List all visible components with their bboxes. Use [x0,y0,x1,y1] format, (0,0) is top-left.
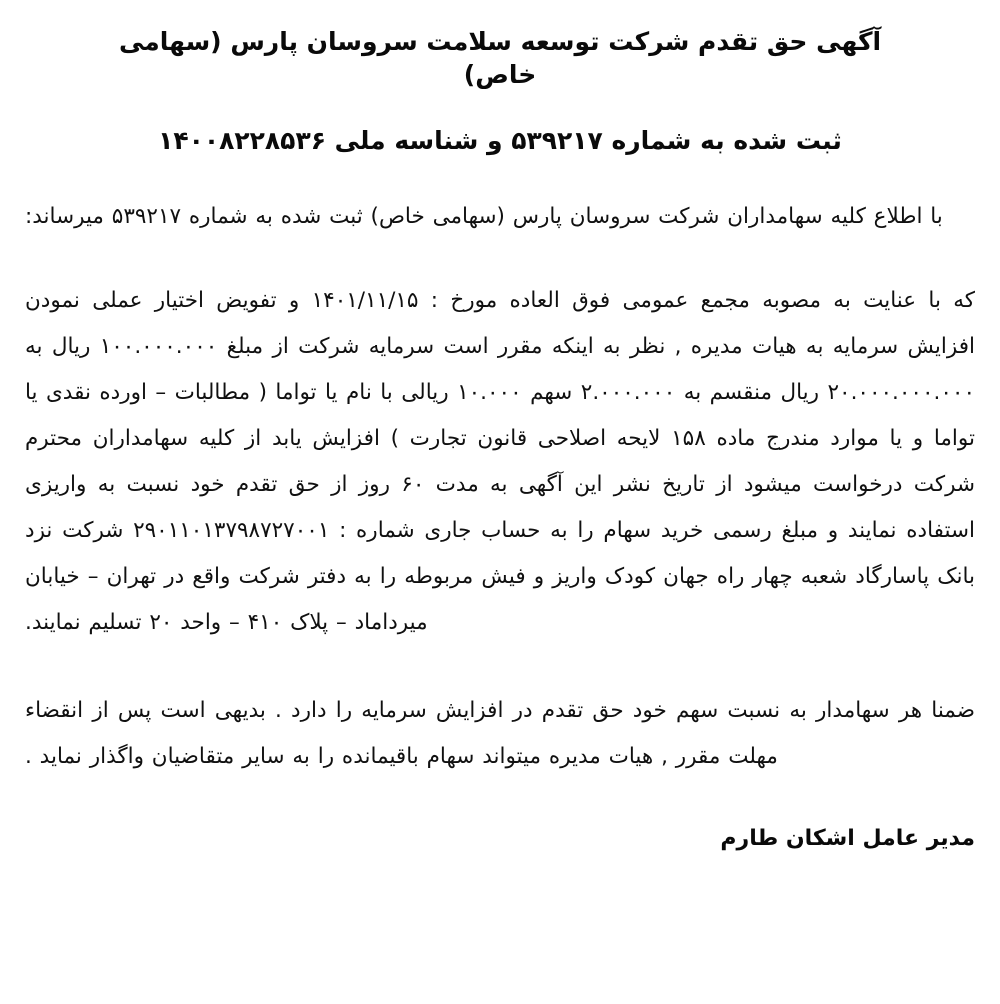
document-title-line-1: آگهی حق تقدم شرکت توسعه سلامت سروسان پارس (سهامی خاص) [118,27,882,89]
document-title-block [0,0,1000,158]
document-body [0,194,1000,780]
paragraph-note: ضمنا هر سهامدار به نسبت سهم خود حق تقدم در افزایش سرمایه را دارد . بدیهی است پس از انقضاء مهلت مقرر , هیات مدیره میتواند سهام باقیمانده را به سایر متقاضیان واگذار نماید . [25,697,975,769]
paragraph-main: که با عنایت به مصوبه مجمع عمومی فوق العاده مورخ : ۱۴۰۱/۱۱/۱۵ و تفویض اختیار عملی نمودن افزایش سرمایه به هیات مدیره , نظر به اینکه مقرر است سرمایه شرکت از مبلغ ۱۰۰.۰۰۰.۰۰۰ ریال به ۲۰.۰۰۰.۰۰۰.۰۰۰ ریال منقسم به ۲.۰۰۰.۰۰۰ سهم ۱۰.۰۰۰ ریالی با نام یا تواما ( مطالبات – اورده نقدی یا تواما و یا موارد مندرج ماده ۱۵۸ لایحه اصلاحی قانون تجارت ) افزایش یابد از کلیه سهامداران محترم شرکت درخواست میشود از تاریخ نشر این آگهی به مدت ۶۰ روز از حق تقدم خود نسبت به واریزی استفاده نمایند و مبلغ رسمی خرید سهام را به حساب جاری شماره : ۲۹۰۱۱۰۱۳۷۹۸۷۲۷۰۰۱ شرکت نزد بانک پاسارگاد شعبه چهار راه جهان کودک واریز و فیش مربوطه را به دفتر شرکت واقع در تهران – خیابان میرداماد – پلاک ۴۱۰ – واحد ۲۰ تسلیم نمایند. [25,287,976,635]
document-title-line-2: ثبت شده به شماره ۵۳۹۲۱۷ و شناسه ملی ۱۴۰۰۸۲۲۸۵۳۶ [158,126,842,155]
paragraph-intro: با اطلاع کلیه سهامداران شرکت سروسان پارس (سهامی خاص) ثبت شده به شماره ۵۳۹۲۱۷ میرساند: [25,203,943,229]
signature-line: مدیر عامل اشکان طارم [720,825,975,851]
